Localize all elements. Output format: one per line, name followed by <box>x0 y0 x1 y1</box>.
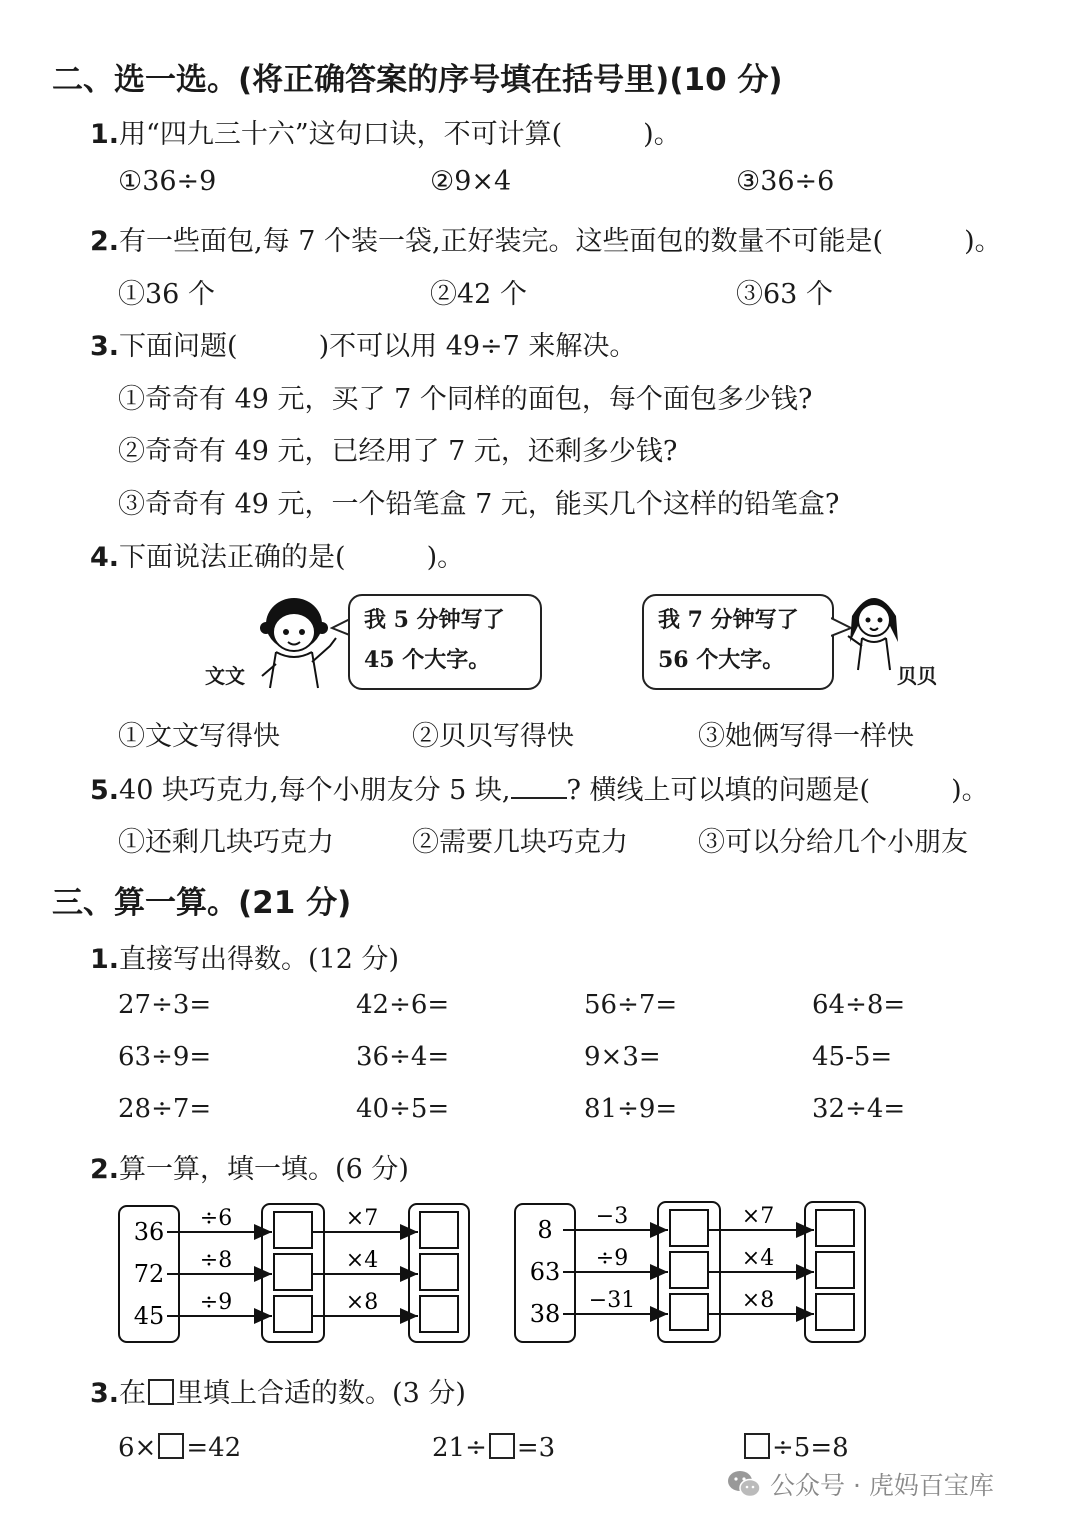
calc-item: 32÷4= <box>812 1094 906 1124</box>
calc-item: 56÷7= <box>584 990 678 1020</box>
option: ①36÷9 <box>118 166 217 197</box>
calc-question-3 <box>90 1371 466 1410</box>
option: ③36÷6 <box>736 166 835 197</box>
calc-item: 28÷7= <box>118 1094 212 1124</box>
equation-part: 21÷ <box>432 1433 487 1463</box>
input-number: 45 <box>133 1302 165 1330</box>
calc-item: 45-5= <box>812 1042 893 1072</box>
option: ②42 个 <box>430 279 527 310</box>
option: ②奇奇有 49 元，已经用了 7 元，还剩多少钱? <box>118 436 678 467</box>
question-text: 下面说法正确的是( )。 <box>119 542 465 573</box>
question-number: 1. <box>90 119 120 150</box>
question-text: 直接写出得数。(12 分) <box>119 944 400 975</box>
speech-bubble-beibei <box>642 594 834 690</box>
question-number: 3. <box>90 1378 120 1409</box>
question-number: 5. <box>90 775 120 806</box>
calc-item: 9×3= <box>584 1042 661 1072</box>
answer-square[interactable] <box>816 1294 854 1330</box>
option: ①还剩几块巧克力 <box>118 827 334 858</box>
question-number: 2. <box>90 226 120 257</box>
question-2 <box>90 219 1002 258</box>
question-text: ? 横线上可以填的问题是( )。 <box>566 775 989 806</box>
equation-part: 6× <box>118 1433 157 1463</box>
answer-square[interactable] <box>274 1212 312 1248</box>
question-text: 在 <box>119 1378 147 1409</box>
calc-item: 81÷9= <box>584 1094 678 1124</box>
calc-item: 42÷6= <box>356 990 450 1020</box>
question-5 <box>90 768 989 807</box>
square-icon <box>148 1379 174 1405</box>
question-text: 里填上合适的数。(3 分) <box>176 1378 466 1409</box>
bubble-line: 45 个大字。 <box>364 647 491 673</box>
answer-square[interactable] <box>670 1210 708 1246</box>
question-number: 1. <box>90 944 120 975</box>
question-text: 下面问题( )不可以用 49÷7 来解决。 <box>119 331 637 362</box>
calc-question-2 <box>90 1147 409 1186</box>
operation-label: ×8 <box>741 1288 775 1313</box>
operation-label: ×4 <box>345 1248 379 1273</box>
operation-label: ×7 <box>741 1204 775 1229</box>
flow-diagram-2 <box>508 1198 870 1348</box>
option: ②贝贝写得快 <box>412 721 574 752</box>
option: ③可以分给几个小朋友 <box>698 827 968 858</box>
wechat-icon <box>726 1469 762 1499</box>
question-text: 算一算，填一填。(6 分) <box>119 1154 409 1185</box>
question-1 <box>90 112 681 151</box>
operation-label: ×8 <box>345 1290 379 1315</box>
calc-question-1 <box>90 937 399 976</box>
input-number: 8 <box>537 1216 553 1244</box>
operation-label: ÷9 <box>199 1290 233 1315</box>
input-number: 36 <box>133 1218 165 1246</box>
question-number: 2. <box>90 1154 120 1185</box>
answer-square[interactable] <box>158 1433 184 1459</box>
operation-label: ×4 <box>741 1246 775 1271</box>
option: ③63 个 <box>736 279 833 310</box>
option: ③奇奇有 49 元，一个铅笔盒 7 元，能买几个这样的铅笔盒? <box>118 489 840 520</box>
option: ①文文写得快 <box>118 721 280 752</box>
answer-square[interactable] <box>420 1296 458 1332</box>
calc-item: 40÷5= <box>356 1094 450 1124</box>
question-number: 3. <box>90 331 120 362</box>
equation-part: =3 <box>516 1433 556 1463</box>
input-number: 72 <box>133 1260 165 1288</box>
section2-heading: 二、选一选。(将正确答案的序号填在括号里)(10 分) <box>52 62 783 98</box>
option: ③她俩写得一样快 <box>698 721 914 752</box>
operation-label: ×7 <box>345 1206 379 1231</box>
answer-square[interactable] <box>420 1212 458 1248</box>
option: ①36 个 <box>118 279 215 310</box>
bubble-line: 56 个大字。 <box>658 647 785 673</box>
answer-square[interactable] <box>816 1252 854 1288</box>
answer-square[interactable] <box>489 1433 515 1459</box>
operation-label: ÷6 <box>199 1206 233 1231</box>
girl-wenwen-illustration <box>256 592 346 692</box>
question-4 <box>90 535 464 574</box>
fill-equation <box>118 1433 241 1463</box>
equation-part: ÷5=8 <box>772 1433 849 1463</box>
answer-square[interactable] <box>670 1294 708 1330</box>
question-number: 4. <box>90 542 120 573</box>
answer-square[interactable] <box>670 1252 708 1288</box>
question-text: 用“四九三十六”这句口诀，不可计算( )。 <box>119 119 681 150</box>
speech-bubble-wenwen <box>348 594 542 690</box>
fill-equation <box>432 1433 555 1463</box>
section3-heading: 三、算一算。(21 分) <box>52 885 352 921</box>
fill-equation <box>742 1433 849 1463</box>
watermark <box>726 1466 994 1502</box>
operation-label: −31 <box>588 1288 636 1313</box>
speaker-name: 贝贝 <box>897 664 937 688</box>
answer-square[interactable] <box>744 1433 770 1459</box>
speaker-name: 文文 <box>205 664 245 688</box>
option: ②9×4 <box>430 166 512 197</box>
bubble-line: 我 5 分钟写了 <box>364 607 505 633</box>
calc-item: 64÷8= <box>812 990 906 1020</box>
question-3 <box>90 324 636 363</box>
equation-part: =42 <box>186 1433 242 1463</box>
option: ②需要几块巧克力 <box>412 827 628 858</box>
calc-item: 63÷9= <box>118 1042 212 1072</box>
operation-label: −3 <box>595 1204 629 1229</box>
input-number: 63 <box>529 1258 561 1286</box>
question-text: 40 块巧克力,每个小朋友分 5 块, <box>119 775 511 806</box>
answer-square[interactable] <box>816 1210 854 1246</box>
answer-square[interactable] <box>420 1254 458 1290</box>
operation-label: ÷8 <box>199 1248 233 1273</box>
bubble-line: 我 7 分钟写了 <box>658 607 799 633</box>
input-number: 38 <box>529 1300 561 1328</box>
answer-square[interactable] <box>274 1296 312 1332</box>
watermark-label: 公众号 · 虎妈百宝库 <box>770 1471 994 1500</box>
option: ①奇奇有 49 元，买了 7 个同样的面包，每个面包多少钱? <box>118 384 813 415</box>
operation-label: ÷9 <box>595 1246 629 1271</box>
question-text: 有一些面包,每 7 个装一袋,正好装完。这些面包的数量不可能是( )。 <box>119 226 1002 257</box>
calc-item: 27÷3= <box>118 990 212 1020</box>
calc-item: 36÷4= <box>356 1042 450 1072</box>
flow-diagram-1 <box>112 1198 474 1348</box>
answer-square[interactable] <box>274 1254 312 1290</box>
answer-blank-line[interactable] <box>511 777 567 799</box>
